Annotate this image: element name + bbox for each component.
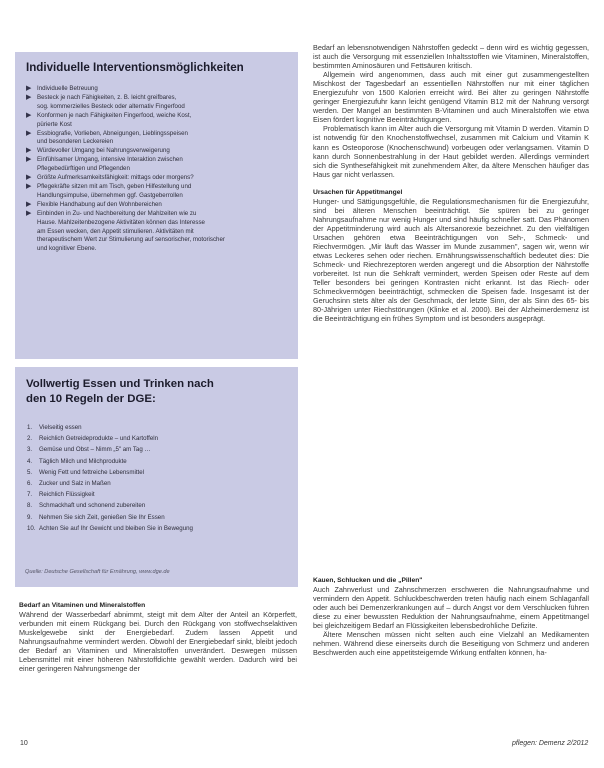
intervention-item-text: Pflegebedürftigen und Pflegenden <box>37 165 130 173</box>
dge-rule-item <box>25 422 290 433</box>
rule-number: 1. <box>27 424 33 431</box>
vitamins-paragraph: Während der Wasserbedarf abnimmt, steigt mit dem Alter der Anteil an Körperfett, verbunden mit einem Rückgang bei. Durch den Rückgang von stoffwechselaktiven Muskelgewebe sinkt der Energiebedarf. Zudem lassen Appetit und Nahrungsaufnahme vermindert werden. Obwohl der Energiebedarf sinkt, bleibt jedoch der Bedarf an Vitaminen und Mineralstoffen unverändert. Deswegen müssen Lebensmittel mit einer höheren Nährstoffdichte gewählt werden. Dadurch wird bei einer geringeren Nahrungsmenge der <box>19 610 297 674</box>
intervention-item <box>25 245 290 254</box>
right-paragraph-4: Hunger- und Sättigungsgefühle, die Regulationsmechanismen für die Energiezufuhr, sind bei älteren Menschen beeinträchtigt. Sie spüren bei zu geringer Nahrungsaufnahme nur wenig Hunger und sind häufig schneller satt. Das Phänomen der Appetitminderung wird auch als Altersanorexie bezeichnet. Zu den vielfältigen Ursachen gehören etwa Beeinträchtigungen von Seh-, Schmeck- und Riechvermögen. „Mir läuft das Wasser im Munde zusammen", sagen wir, wenn wir etwas Leckeres sehen oder riechen. Ernährungswissenschaftlich bedeutet dies: Die Schmeck- und Riechrezeptoren werden angeregt und die Absorption der Nährstoffe vorbereitet. Ist nun die Sehkraft vermindert, werden Speisen oder Reste auf dem Teller besonders bei geringen Kontrasten nicht erkannt. Ist das Riech- oder Schmeckvermögen beeinträchtigt, schmecken die Speisen fade. Insgesamt ist der Geruchsinn stets älter als der Geschmack, der letzte Sinn, der als Sinn des 65- bis 80-Jährigen unter Riechstörungen (Klinke et al. 2000). Bei der Alzheimerdemenz ist die Beeinträchtigung ein frühes Symptom und ist besonders ausgeprägt. <box>313 196 589 324</box>
dge-rule-item <box>25 478 290 489</box>
dge-rule-item <box>25 433 290 444</box>
intervention-item-text: Essbiografie, Vorlieben, Abneigungen, Lieblingsspeisen <box>37 129 188 137</box>
bullet-arrow-icon: ▶ <box>26 156 32 164</box>
right-paragraph-2: Allgemein wird angenommen, dass auch mit einer gut zusammengestellten Mischkost der Tagesbedarf an essentiellen Nährstoffen nur mit einer täglichen Energiezufuhr von 1500 Kalorien erreicht wird. Bei älter zu geringen Nährstoffe geringer Energiezufuhr kann leicht genügend Vitamin B12 mit der Nahrung versorgt werden. Der Mangel an bestimmten B-Vitaminen und auch Mineralstoffen wie etwa Eisen fördert kognitive Beeinträchtigungen. <box>313 70 589 125</box>
bullet-arrow-icon: ▶ <box>26 200 32 208</box>
rule-number: 6. <box>27 480 33 488</box>
source-note: Quelle: Deutsche Gesellschaft für Ernährung, www.dge.de <box>25 569 170 575</box>
intervention-item <box>25 219 290 228</box>
intervention-item <box>25 201 290 210</box>
rule-number: 10. <box>27 524 36 532</box>
right-paragraph-1: Bedarf an lebensnotwendigen Nährstoffen gedeckt – denn wird es wichtig gegessen, ist auch die Versorgung mit essenziellen Inhaltsstoffen wie Vitaminen, Mineralstoffen, bestimmten Aminosäuren und Fettsäuren kritisch. <box>313 43 589 71</box>
dge-rules-box <box>15 367 298 587</box>
rule-text: Achten Sie auf Ihr Gewicht und bleiben Sie in Bewegung <box>39 524 193 532</box>
rule-number: 9. <box>27 513 33 521</box>
intervention-item <box>25 210 290 219</box>
dge-rule-item <box>25 444 290 455</box>
intervention-item-text: Würdevoller Umgang bei Nahrungsverweigerung <box>37 147 170 155</box>
rule-number: 8. <box>27 502 33 510</box>
right-column-lower <box>313 576 589 657</box>
intervention-item-text: Individuelle Betreuung <box>37 85 98 92</box>
intervention-item <box>25 94 290 103</box>
dge-rules-list <box>25 422 290 534</box>
rule-text: Zucker und Salz in Maßen <box>39 480 111 488</box>
left-column <box>19 601 297 673</box>
dge-title-line-2: den 10 Regeln der DGE: <box>26 392 156 405</box>
intervention-item <box>25 147 290 156</box>
right-column <box>313 43 589 323</box>
intervention-item <box>25 192 290 201</box>
intervention-item <box>25 236 290 245</box>
bullet-arrow-icon: ▶ <box>26 209 32 217</box>
dge-rule-item <box>25 489 290 500</box>
intervention-item-text: Handlungsimpulse, übernehmen ggf. Gastgeberrollen <box>37 191 183 199</box>
intervention-item-text: Pflegekräfte sitzen mit am Tisch, geben Hilfestellung und <box>37 182 192 190</box>
rule-number: 2. <box>27 435 33 443</box>
intervention-item <box>25 85 290 94</box>
bullet-arrow-icon: ▶ <box>26 174 32 182</box>
rule-number: 3. <box>27 446 33 454</box>
intervention-item <box>25 121 290 130</box>
journal-name: pflegen: Demenz 2/2012 <box>512 740 589 747</box>
dge-rule-item <box>25 456 290 467</box>
intervention-item-text: Hause. Mahlzeitenbezogene Aktivitäten können das Interesse <box>37 218 205 226</box>
rule-number: 5. <box>27 468 33 476</box>
dge-title-line-1: Vollwertig Essen und Trinken nach <box>26 378 214 390</box>
bullet-arrow-icon: ▶ <box>26 182 32 190</box>
intervention-item <box>25 228 290 237</box>
rule-text: Gemüse und Obst – Nimm „5" am Tag … <box>39 446 151 454</box>
dge-rule-item <box>25 467 290 478</box>
rule-text: Nehmen Sie sich Zeit, genießen Sie Ihr Essen <box>39 513 165 521</box>
interventions-list <box>25 85 290 254</box>
rule-text: Wenig Fett und fettreiche Lebensmittel <box>39 468 145 476</box>
intervention-item-text: therapeutischem Wert zur Stimulierung auf sensorischer, motorischer <box>37 236 225 244</box>
rule-text: Reichlich Flüssigkeit <box>39 491 95 499</box>
intervention-item <box>25 112 290 121</box>
rule-text: Schmackhaft und schonend zubereiten <box>39 502 146 510</box>
intervention-item-text: und kognitiver Ebene. <box>37 245 97 253</box>
intervention-item-text: sog. kommerzielles Besteck oder alternativ Fingerfood <box>37 102 185 110</box>
bullet-arrow-icon: ▶ <box>26 129 32 137</box>
chewing-heading: Kauen, Schlucken und die „Pillen" <box>313 577 423 584</box>
intervention-item-text: Besteck je nach Fähigkeiten, z. B. leicht greifbares, <box>37 93 177 101</box>
intervention-item-text: Einfühlsamer Umgang, intensive Interaktion zwischen <box>37 156 183 164</box>
rule-number: 7. <box>27 491 33 499</box>
intervention-item <box>25 130 290 139</box>
intervention-item-text: Flexible Handhabung auf den Wohnbereichen <box>37 200 162 208</box>
appetite-heading: Ursachen für Appetitmangel <box>313 188 403 196</box>
intervention-item-text: Einbinden in Zu- und Nachbereitung der Mahlzeiten wie zu <box>37 209 197 217</box>
intervention-item <box>25 174 290 183</box>
intervention-item <box>25 165 290 174</box>
intervention-item <box>25 138 290 147</box>
rule-text: Täglich Milch und Milchprodukte <box>39 457 127 465</box>
bullet-arrow-icon: ▶ <box>26 111 32 119</box>
dge-rule-item <box>25 512 290 523</box>
right-paragraph-6: Ältere Menschen müssen nicht selten auch eine Vielzahl an Medikamenten nehmen. Während diese einerseits durch die Beseitigung von Schmerz und anderen Beschwerden auch eine appetitsteigernde Wirkung entfalten können, ha- <box>313 630 589 658</box>
intervention-item-text: Größte Aufmerksamkeitsfähigkeit: mittags oder morgens? <box>37 174 194 182</box>
intervention-item <box>25 103 290 112</box>
intervention-item-text: pürierte Kost <box>37 120 72 128</box>
intervention-item <box>25 156 290 165</box>
interventions-box <box>15 52 298 359</box>
intervention-item <box>25 183 290 192</box>
bullet-arrow-icon: ▶ <box>26 93 32 101</box>
intervention-item-text: Konformen je nach Fähigkeiten Fingerfood, weiche Kost, <box>37 111 192 119</box>
dge-rule-item <box>25 523 290 534</box>
rule-text: Vielseitig essen <box>39 424 82 431</box>
rule-number: 4. <box>27 457 33 465</box>
dge-rule-item <box>25 500 290 511</box>
bullet-arrow-icon: ▶ <box>26 85 32 92</box>
right-paragraph-5: Auch Zahnverlust und Zahnschmerzen erschweren die Nahrungsaufnahme und vermindern den Appetit. Schluckbeschwerden treten häufig nach einem Schlaganfall oder auch bei Demenzerkrankungen auf – durch Angst vor dem Verschlucken führen diese zu einer bewussten Reduktion der Nahrungsaufnahme, einem Appetitmangel bei gleichzeitigem Bedarf an Flüssigkeiten lebensbedrohliche Defizite. <box>313 585 589 631</box>
interventions-title: Individuelle Interventionsmöglichkeiten <box>26 61 244 74</box>
page-number: 10 <box>20 740 28 747</box>
intervention-item-text: und besonderen Leckereien <box>37 138 114 146</box>
intervention-item-text: am Essen wecken, den Appetit stimulieren. Aktivitäten mit <box>37 227 194 235</box>
dge-rules-title <box>26 377 290 406</box>
rule-text: Reichlich Getreideprodukte – und Kartoffeln <box>39 435 159 443</box>
bullet-arrow-icon: ▶ <box>26 147 32 155</box>
right-paragraph-3: Problematisch kann im Alter auch die Versorgung mit Vitamin D werden. Vitamin D ist notwendig für den Knochenstoffwechsel, zusammen mit Calcium und Vitamin K kann es Osteoporose (Knochenschwund) vorbeugen oder verlangsamen. Vitamin D kann durch Sonnenbestrahlung in der Haut gebildet werden. Allerdings vermindert sich die Synthesefähigkeit mit zunehmendem Alter, da ältere Menschen häufiger das Haus gar nicht verlassen. <box>313 124 589 179</box>
vitamins-heading: Bedarf an Vitaminen und Mineralstoffen <box>19 602 146 609</box>
